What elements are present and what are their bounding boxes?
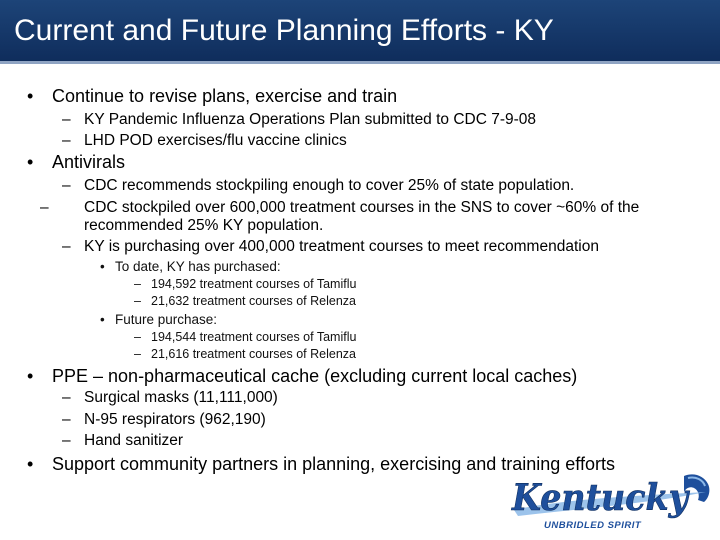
dash-glyph: – xyxy=(134,330,141,344)
bullet-level3 xyxy=(100,259,281,275)
bullet-text: To date, KY has purchased: xyxy=(115,259,281,274)
bullet-text: Support community partners in planning, exercising and training efforts xyxy=(52,454,615,474)
bullet-level4 xyxy=(134,330,356,345)
bullet-level2 xyxy=(40,199,712,235)
bullet-glyph: • xyxy=(27,152,34,172)
bullet-glyph: • xyxy=(27,366,34,386)
bullet-level2 xyxy=(62,177,574,195)
dash-glyph: – xyxy=(62,111,71,128)
bullet-level2 xyxy=(62,132,347,150)
dash-glyph: – xyxy=(134,347,141,361)
dash-glyph: – xyxy=(62,432,71,449)
dash-glyph: – xyxy=(62,177,71,194)
dash-glyph: – xyxy=(62,389,71,406)
bullet-level1 xyxy=(27,366,577,387)
slide-title: Current and Future Planning Efforts - KY xyxy=(14,14,554,47)
bullet-level4 xyxy=(134,277,356,292)
bullet-text: 21,632 treatment courses of Relenza xyxy=(151,294,356,308)
bullet-text: Future purchase: xyxy=(115,312,218,327)
logo-tagline: UNBRIDLED SPIRIT xyxy=(544,520,642,531)
bullet-text: CDC recommends stockpiling enough to cover 25% of state population. xyxy=(84,177,575,194)
bullet-level2 xyxy=(62,238,599,256)
bullet-text: KY is purchasing over 400,000 treatment courses to meet recommendation xyxy=(84,238,599,255)
bullet-level1 xyxy=(27,86,397,107)
bullet-text: N-95 respirators (962,190) xyxy=(84,411,266,428)
bullet-level2 xyxy=(62,389,278,407)
dash-glyph: – xyxy=(62,132,71,149)
bullet-glyph: • xyxy=(100,259,105,274)
bullet-text: 21,616 treatment courses of Relenza xyxy=(151,347,356,361)
bullet-text: CDC stockpiled over 600,000 treatment courses in the SNS to cover ~60% of the recommended 25% KY population. xyxy=(84,199,640,234)
dash-glyph: – xyxy=(134,277,141,291)
bullet-text: Antivirals xyxy=(52,152,126,172)
bullet-text: LHD POD exercises/flu vaccine clinics xyxy=(84,132,347,149)
bullet-level2 xyxy=(62,411,266,429)
bullet-level2 xyxy=(62,432,183,450)
bullet-glyph: • xyxy=(27,86,34,106)
dash-glyph: – xyxy=(62,238,71,255)
dash-glyph: – xyxy=(134,294,141,308)
bullet-text: KY Pandemic Influenza Operations Plan submitted to CDC 7-9-08 xyxy=(84,111,537,128)
logo-wordmark: Kentucky xyxy=(511,477,690,519)
dash-glyph: – xyxy=(40,199,49,216)
bullet-text: Hand sanitizer xyxy=(84,432,184,449)
bullet-text: Surgical masks (11,111,000) xyxy=(84,389,278,406)
bullet-text: 194,592 treatment courses of Tamiflu xyxy=(151,277,357,291)
dash-glyph: – xyxy=(62,411,71,428)
bullet-level4 xyxy=(134,347,356,362)
bullet-level2 xyxy=(62,111,536,129)
bullet-glyph: • xyxy=(27,454,34,474)
bullet-text: 194,544 treatment courses of Tamiflu xyxy=(151,330,357,344)
bullet-level3 xyxy=(100,312,217,328)
bullet-glyph: • xyxy=(100,312,105,327)
bullet-text: Continue to revise plans, exercise and train xyxy=(52,86,398,106)
bullet-text: PPE – non-pharmaceutical cache (excluding current local caches) xyxy=(52,366,578,386)
kentucky-logo xyxy=(508,470,714,534)
bullet-level1 xyxy=(27,152,125,173)
bullet-level4 xyxy=(134,294,356,309)
